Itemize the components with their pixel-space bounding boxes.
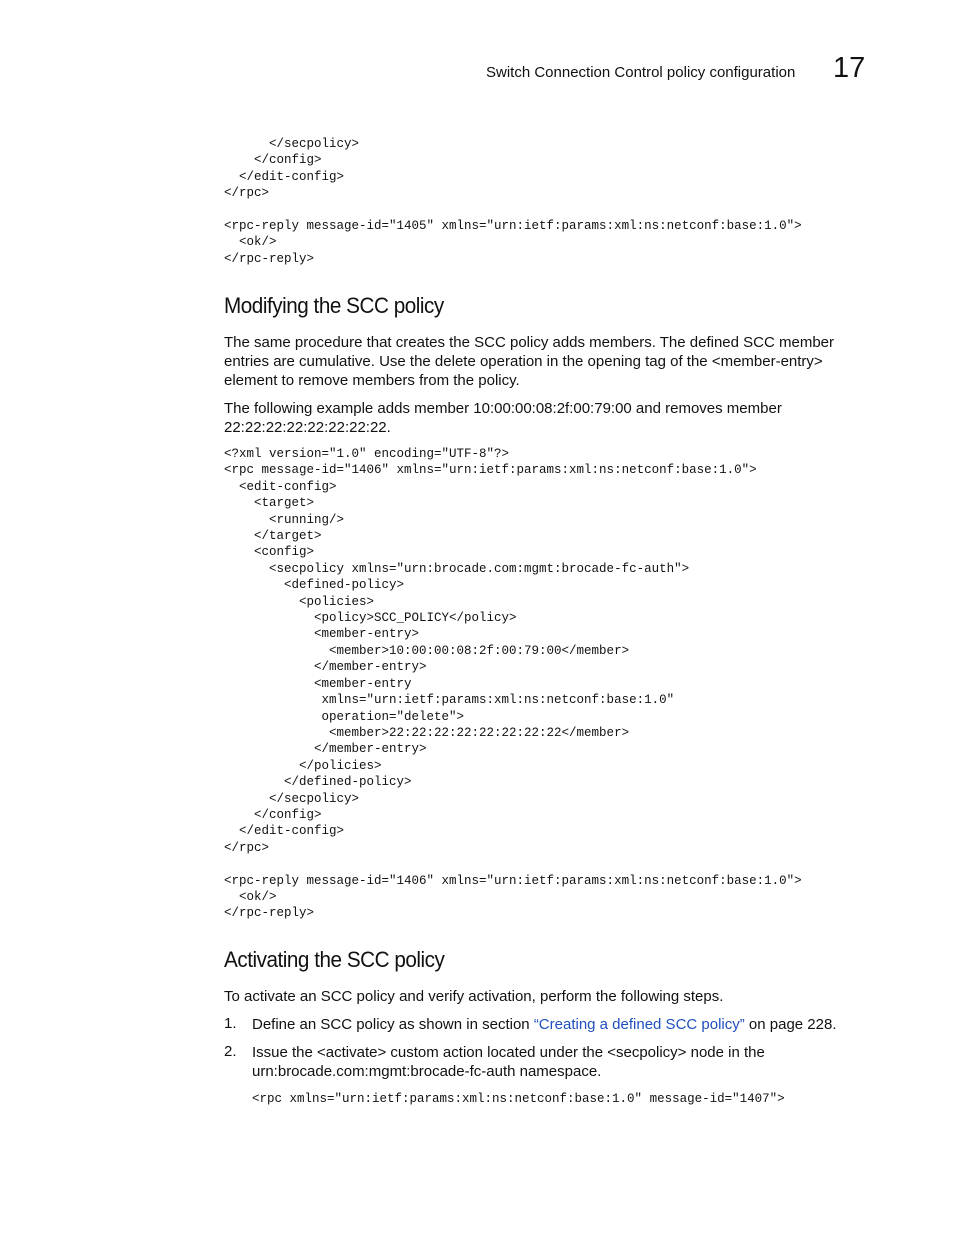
cross-reference-link[interactable]: “Creating a defined SCC policy” <box>533 1016 745 1033</box>
chapter-number: 17 <box>833 52 866 84</box>
step-1-text-after: on page 228. <box>744 1016 837 1033</box>
step-2-text: Issue the <activate> custom action located under the <secpolicy> node in the urn:brocade.com:mgmt:brocade-fc-auth namespace. <box>252 1044 765 1080</box>
paragraph-activating-intro: To activate an SCC policy and verify activation, perform the following steps. <box>224 988 724 1005</box>
step-1-text-before: Define an SCC policy as shown in section <box>252 1016 534 1033</box>
code-block-rpc-1406: <?xml version="1.0" encoding="UTF-8"?> <rpc message-id="1406" xmlns="urn:ietf:params:xml:ns:netconf:base:1.0"> <edit-config> <target> <running/> </target> <config> <secpolicy xmlns="urn:brocade.com:mgmt:brocade-fc-auth"> <defined-policy> <policies> <policy>SCC_POLICY</policy> <member-entry> <member>10:00:00:08:2f:00:79:00</member> </member-entry> <member-entry xmlns="urn:ietf:params:xml:ns:netconf:base:1.0" operation="delete"> <member>22:22:22:22:22:22:22:22</member> </member-entry> </policies> </defined-policy> </secpolicy> </config> </edit-config> </rpc> <rpc-reply message-id="1406" xmlns="urn:ietf:params:xml:ns:netconf:base:1.0"> <ok/> </rpc-reply> <box>224 447 802 921</box>
step-number: 2. <box>224 1043 237 1060</box>
running-header-title: Switch Connection Control policy configuration <box>486 64 796 81</box>
paragraph-modifying-intro: The same procedure that creates the SCC policy adds members. The defined SCC member entries are cumulative. Use the delete operation in the opening tag of the <member-entry> element to remove members from the policy. <box>224 334 835 389</box>
section-heading-modifying: Modifying the SCC policy <box>224 293 444 318</box>
step-number: 1. <box>224 1015 237 1032</box>
code-block-rpc-1407: <rpc xmlns="urn:ietf:params:xml:ns:netconf:base:1.0" message-id="1407"> <box>252 1092 785 1106</box>
section-heading-activating: Activating the SCC policy <box>224 947 445 972</box>
step-1-text <box>252 1015 872 1034</box>
paragraph-modifying-example: The following example adds member 10:00:00:08:2f:00:79:00 and removes member 22:22:22:22:22:22:22:22. <box>224 400 782 436</box>
code-block-rpc-reply-1405: </secpolicy> </config> </edit-config> </rpc> <rpc-reply message-id="1405" xmlns="urn:ietf:params:xml:ns:netconf:base:1.0"> <ok/> </rpc-reply> <box>224 137 802 266</box>
